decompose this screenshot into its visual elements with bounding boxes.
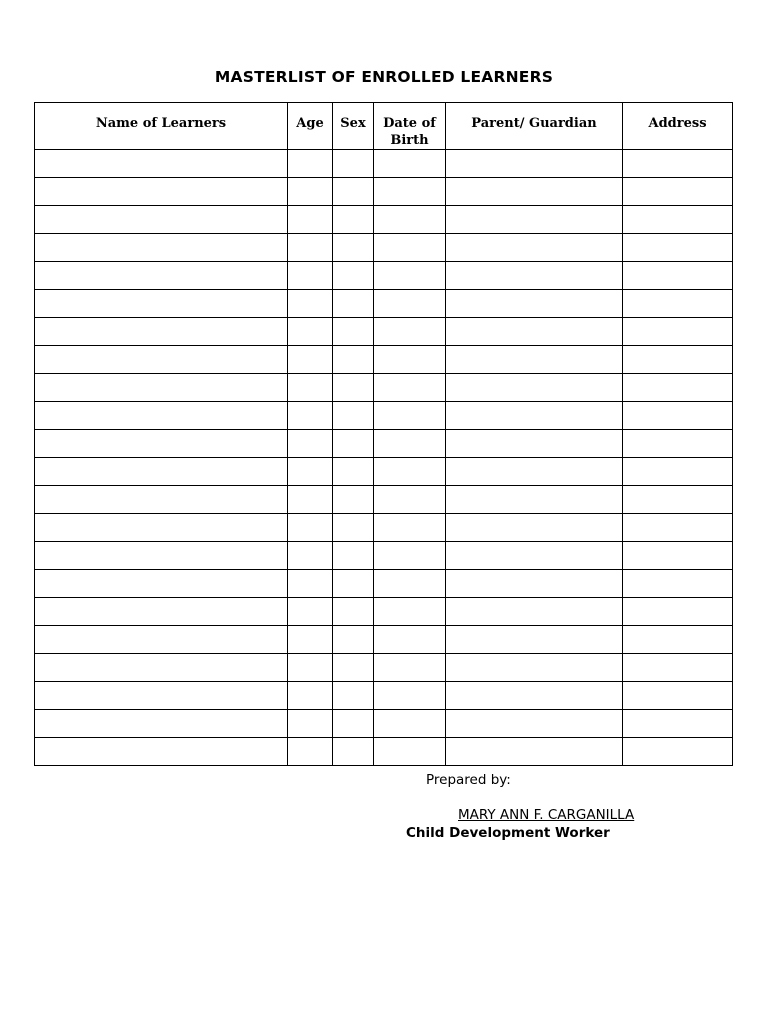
table-row: [35, 514, 733, 542]
table-row: [35, 402, 733, 430]
table-cell-address: [623, 346, 733, 374]
table-cell-age: [288, 346, 333, 374]
table-cell-name: [35, 402, 288, 430]
table-row: [35, 430, 733, 458]
table-row: [35, 710, 733, 738]
table-cell-parent-guardian: [446, 542, 623, 570]
column-header-date-of-birth: Date of Birth: [374, 103, 446, 150]
table-cell-name: [35, 346, 288, 374]
table-cell-age: [288, 570, 333, 598]
table-cell-name: [35, 710, 288, 738]
table-row: [35, 234, 733, 262]
table-cell-parent-guardian: [446, 206, 623, 234]
table-cell-age: [288, 626, 333, 654]
table-cell-address: [623, 262, 733, 290]
table-cell-parent-guardian: [446, 318, 623, 346]
table-cell-sex: [333, 626, 374, 654]
table-cell-sex: [333, 598, 374, 626]
table-cell-sex: [333, 346, 374, 374]
table-cell-date-of-birth: [374, 318, 446, 346]
table-row: [35, 262, 733, 290]
table-cell-address: [623, 710, 733, 738]
table-cell-address: [623, 486, 733, 514]
table-row: [35, 682, 733, 710]
table-cell-date-of-birth: [374, 374, 446, 402]
table-row: [35, 458, 733, 486]
table-cell-address: [623, 514, 733, 542]
table-cell-date-of-birth: [374, 262, 446, 290]
table-cell-date-of-birth: [374, 486, 446, 514]
table-cell-sex: [333, 206, 374, 234]
table-cell-parent-guardian: [446, 290, 623, 318]
table-cell-age: [288, 262, 333, 290]
table-header-row: [35, 103, 733, 150]
table-cell-parent-guardian: [446, 570, 623, 598]
table-cell-sex: [333, 486, 374, 514]
table-cell-name: [35, 234, 288, 262]
table-cell-address: [623, 290, 733, 318]
table-cell-sex: [333, 542, 374, 570]
table-cell-age: [288, 710, 333, 738]
table-cell-sex: [333, 178, 374, 206]
table-cell-age: [288, 514, 333, 542]
table-cell-age: [288, 402, 333, 430]
table-cell-name: [35, 318, 288, 346]
table-cell-parent-guardian: [446, 458, 623, 486]
table-cell-age: [288, 654, 333, 682]
table-cell-sex: [333, 290, 374, 318]
table-cell-parent-guardian: [446, 178, 623, 206]
table-cell-parent-guardian: [446, 598, 623, 626]
table-row: [35, 486, 733, 514]
table-cell-date-of-birth: [374, 346, 446, 374]
table-cell-address: [623, 570, 733, 598]
table-cell-address: [623, 402, 733, 430]
table-cell-date-of-birth: [374, 178, 446, 206]
table-cell-address: [623, 682, 733, 710]
table-cell-age: [288, 206, 333, 234]
table-cell-date-of-birth: [374, 234, 446, 262]
table-cell-address: [623, 318, 733, 346]
table-cell-parent-guardian: [446, 738, 623, 766]
table-cell-name: [35, 486, 288, 514]
table-cell-address: [623, 738, 733, 766]
table-cell-name: [35, 262, 288, 290]
table-cell-parent-guardian: [446, 150, 623, 178]
table-cell-address: [623, 234, 733, 262]
table-cell-sex: [333, 430, 374, 458]
table-cell-parent-guardian: [446, 262, 623, 290]
table-cell-parent-guardian: [446, 514, 623, 542]
table-cell-age: [288, 318, 333, 346]
table-cell-age: [288, 542, 333, 570]
table-cell-name: [35, 598, 288, 626]
table-cell-name: [35, 290, 288, 318]
table-cell-sex: [333, 654, 374, 682]
table-cell-address: [623, 458, 733, 486]
table-cell-name: [35, 374, 288, 402]
table-cell-date-of-birth: [374, 570, 446, 598]
table-cell-sex: [333, 682, 374, 710]
table-cell-parent-guardian: [446, 486, 623, 514]
table-body: [35, 150, 733, 766]
table-cell-date-of-birth: [374, 150, 446, 178]
table-cell-sex: [333, 402, 374, 430]
table-cell-parent-guardian: [446, 654, 623, 682]
table-cell-date-of-birth: [374, 542, 446, 570]
column-header-age: Age: [288, 103, 333, 150]
table-cell-address: [623, 178, 733, 206]
table-cell-parent-guardian: [446, 374, 623, 402]
column-header-parent-guardian: Parent/ Guardian: [446, 103, 623, 150]
masterlist-table: [34, 102, 733, 766]
table-cell-address: [623, 626, 733, 654]
table-cell-sex: [333, 234, 374, 262]
table-cell-name: [35, 178, 288, 206]
table-cell-age: [288, 150, 333, 178]
table-cell-parent-guardian: [446, 626, 623, 654]
signatory-position: Child Development Worker: [406, 825, 610, 841]
table-row: [35, 346, 733, 374]
table-cell-name: [35, 430, 288, 458]
table-cell-name: [35, 570, 288, 598]
table-cell-name: [35, 150, 288, 178]
table-cell-address: [623, 374, 733, 402]
table-cell-name: [35, 458, 288, 486]
column-header-name: Name of Learners: [35, 103, 288, 150]
table-cell-age: [288, 486, 333, 514]
table-row: [35, 626, 733, 654]
table-cell-date-of-birth: [374, 206, 446, 234]
table-cell-age: [288, 682, 333, 710]
column-header-sex: Sex: [333, 103, 374, 150]
table-cell-name: [35, 654, 288, 682]
table-cell-address: [623, 430, 733, 458]
table-cell-sex: [333, 318, 374, 346]
table-cell-age: [288, 234, 333, 262]
table-cell-age: [288, 178, 333, 206]
table-cell-address: [623, 206, 733, 234]
table-cell-name: [35, 206, 288, 234]
page-title: MASTERLIST OF ENROLLED LEARNERS: [214, 68, 554, 86]
table-cell-sex: [333, 374, 374, 402]
table-cell-age: [288, 598, 333, 626]
table-cell-date-of-birth: [374, 430, 446, 458]
table-cell-date-of-birth: [374, 738, 446, 766]
table-cell-date-of-birth: [374, 682, 446, 710]
table-cell-age: [288, 430, 333, 458]
table-row: [35, 178, 733, 206]
table-cell-sex: [333, 738, 374, 766]
table-cell-sex: [333, 150, 374, 178]
table-cell-date-of-birth: [374, 514, 446, 542]
table-row: [35, 374, 733, 402]
table-cell-age: [288, 374, 333, 402]
table-cell-parent-guardian: [446, 430, 623, 458]
table-cell-sex: [333, 458, 374, 486]
table-cell-name: [35, 626, 288, 654]
table-cell-address: [623, 598, 733, 626]
table-cell-age: [288, 458, 333, 486]
table-cell-date-of-birth: [374, 290, 446, 318]
table-cell-name: [35, 514, 288, 542]
table-cell-name: [35, 738, 288, 766]
table-cell-date-of-birth: [374, 458, 446, 486]
table-cell-parent-guardian: [446, 682, 623, 710]
table-row: [35, 542, 733, 570]
table-cell-sex: [333, 514, 374, 542]
table-cell-date-of-birth: [374, 598, 446, 626]
signatory-name: MARY ANN F. CARGANILLA: [458, 807, 635, 823]
table-row: [35, 290, 733, 318]
table-cell-name: [35, 542, 288, 570]
table-row: [35, 654, 733, 682]
table-row: [35, 318, 733, 346]
table-cell-parent-guardian: [446, 346, 623, 374]
table-cell-sex: [333, 262, 374, 290]
table-cell-parent-guardian: [446, 234, 623, 262]
table-row: [35, 598, 733, 626]
table-row: [35, 206, 733, 234]
table-cell-date-of-birth: [374, 654, 446, 682]
table-cell-parent-guardian: [446, 402, 623, 430]
table-cell-date-of-birth: [374, 402, 446, 430]
table-cell-date-of-birth: [374, 710, 446, 738]
table-cell-sex: [333, 570, 374, 598]
table-cell-sex: [333, 710, 374, 738]
table-cell-date-of-birth: [374, 626, 446, 654]
table-cell-age: [288, 290, 333, 318]
table-row: [35, 150, 733, 178]
table-cell-address: [623, 654, 733, 682]
table-cell-name: [35, 682, 288, 710]
table-row: [35, 738, 733, 766]
column-header-address: Address: [623, 103, 733, 150]
prepared-by-label: Prepared by:: [426, 772, 511, 788]
table-row: [35, 570, 733, 598]
table-cell-address: [623, 150, 733, 178]
table-cell-parent-guardian: [446, 710, 623, 738]
table-cell-address: [623, 542, 733, 570]
table-cell-age: [288, 738, 333, 766]
